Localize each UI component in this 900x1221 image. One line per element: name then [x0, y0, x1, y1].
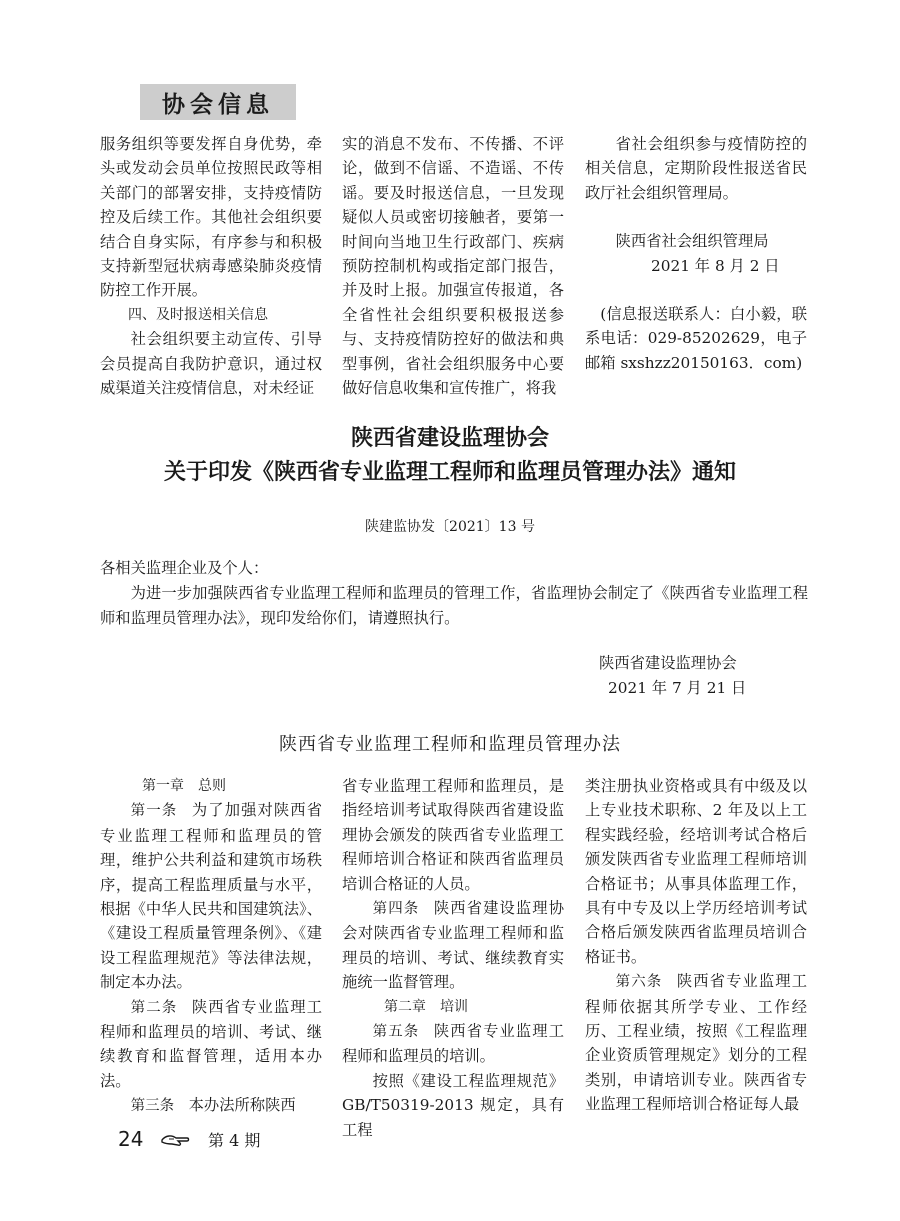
article-label: 第一条 — [130, 803, 178, 820]
section-heading: 四、及时报送相关信息 — [128, 306, 268, 323]
article-text: 陕西省专业监理工程师依据其所学专业、工作经历、工程业绩，按照《工程监理企业资质管理规定》划分的工程类别，申请培训专业。陕西省专业监理工程师培训合格证每人最 — [585, 972, 807, 1114]
article-paragraph — [342, 1019, 564, 1069]
notice-signature-date: 2021 年 7 月 21 日 — [608, 679, 747, 697]
paragraph: 省社会组织参与疫情防控的相关信息，定期阶段性报送省民政厅社会组织管理局。 — [585, 135, 807, 202]
top-column-1 — [100, 132, 322, 400]
document-number: 陕建监协发〔2021〕13 号 — [365, 519, 535, 535]
paragraph: 社会组织要主动宣传、引导会员提高自我防护意识，通过权威渠道关注疫情信息，对未经证 — [100, 330, 322, 398]
notice-signature-org: 陕西省建设监理协会 — [599, 654, 737, 672]
page-number: 24 — [118, 1127, 144, 1151]
paragraph: 按照《建设工程监理规范》GB/T50319-2013 规定，具有工程 — [342, 1071, 564, 1139]
paragraph-continued: 服务组织等要发挥自身优势，牵头或发动会员单位按照民政等相关部门的部署安排，支持疫情防控及后续工作。其他社会组织要结合自身实际，有序参与和积极支持新型冠状病毒感染肺炎疫情防控工作开展。 — [100, 135, 322, 300]
hand-pointer-icon — [160, 1131, 190, 1147]
regulation-column-2 — [342, 774, 564, 1142]
article-text: 陕西省专业监理工程师和监理员的培训。 — [342, 1022, 564, 1066]
article-label: 第三条 — [130, 1098, 175, 1115]
paragraph-continued: 省专业监理工程师和监理员，是指经培训考试取得陕西省建设监理协会颁发的陕西省专业监理工程师培训合格证和陕西省监理员培训合格证的人员。 — [342, 777, 564, 893]
notice-title-line2: 关于印发《陕西省专业监理工程师和监理员管理办法》通知 — [163, 460, 736, 485]
notice-title-line1: 陕西省建设监理协会 — [350, 426, 549, 451]
chapter-heading: 第二章 培训 — [384, 998, 468, 1015]
article-paragraph — [100, 798, 322, 994]
article-label: 第六条 — [615, 974, 663, 991]
article-label: 第五条 — [372, 1024, 420, 1041]
paragraph-continued: 类注册执业资格或具有中级及以上专业技术职称、2 年及以上工程实践经验，经培训考试合格后颁发陕西省专业监理工程师培训合格证书；从事具体监理工作，具有中专及以上学历经培训考试合格后颁发陕西省监理员培训合格证书。 — [585, 777, 807, 966]
article-paragraph — [100, 1093, 322, 1118]
article-paragraph — [100, 995, 322, 1094]
article-paragraph — [342, 896, 564, 995]
signature-org: 陕西省社会组织管理局 — [615, 232, 769, 251]
article-text: 为了加强对陕西省专业监理工程师和监理员的管理，维护公共利益和建筑市场秩序，提高工程监理质量与水平，根据《中华人民共和国建筑法》、《建设工程质量管理条例》、《建设工程监理规范》等法律法规，制定本办法。 — [100, 801, 322, 992]
issue-number: 第 4 期 — [208, 1131, 261, 1150]
signature-date: 2021 年 8 月 2 日 — [651, 256, 780, 275]
top-column-2 — [342, 132, 564, 400]
article-text: 陕西省专业监理工程师和监理员的培训、考试、继续教育和监督管理，适用本办法。 — [100, 997, 322, 1090]
section-tag: 协会信息 — [140, 84, 296, 120]
article-text: 本办法所称陕西 — [188, 1096, 296, 1115]
regulation-column-1 — [100, 774, 322, 1119]
regulation-title: 陕西省专业监理工程师和监理员管理办法 — [279, 734, 621, 755]
chapter-heading: 第一章 总则 — [142, 778, 226, 794]
article-label: 第四条 — [372, 901, 420, 918]
salutation: 各相关监理企业及个人： — [100, 559, 269, 577]
article-paragraph — [585, 969, 807, 1116]
article-label: 第二条 — [130, 999, 178, 1016]
regulation-column-3 — [585, 774, 807, 1117]
article-text: 陕西省建设监理协会对陕西省专业监理工程师和监理员的培训、考试、继续教育实施统一监督管理。 — [342, 899, 564, 992]
contact-info: (信息报送联系人：白小毅，联系电话：029-85202629，电子邮箱 sxshzz20150163．com) — [585, 305, 807, 372]
notice-body: 为进一步加强陕西省专业监理工程师和监理员的管理工作，省监理协会制定了《陕西省专业监理工程师和监理员管理办法》，现印发给你们，请遵照执行。 — [100, 584, 808, 627]
paragraph-continued: 实的消息不发布、不传播、不评论，做到不信谣、不造谣、不传谣。要及时报送信息，一旦发现疑似人员或密切接触者，要第一时间向当地卫生行政部门、疾病预防控制机构或指定部门报告，并及时上报。加强宣传报道，各全省性社会组织要积极报送参与、支持疫情防控好的做法和典型事例，省社会组织服务中心要做好信息收集和宣传推广，将我 — [342, 135, 564, 398]
top-column-3 — [585, 132, 807, 375]
